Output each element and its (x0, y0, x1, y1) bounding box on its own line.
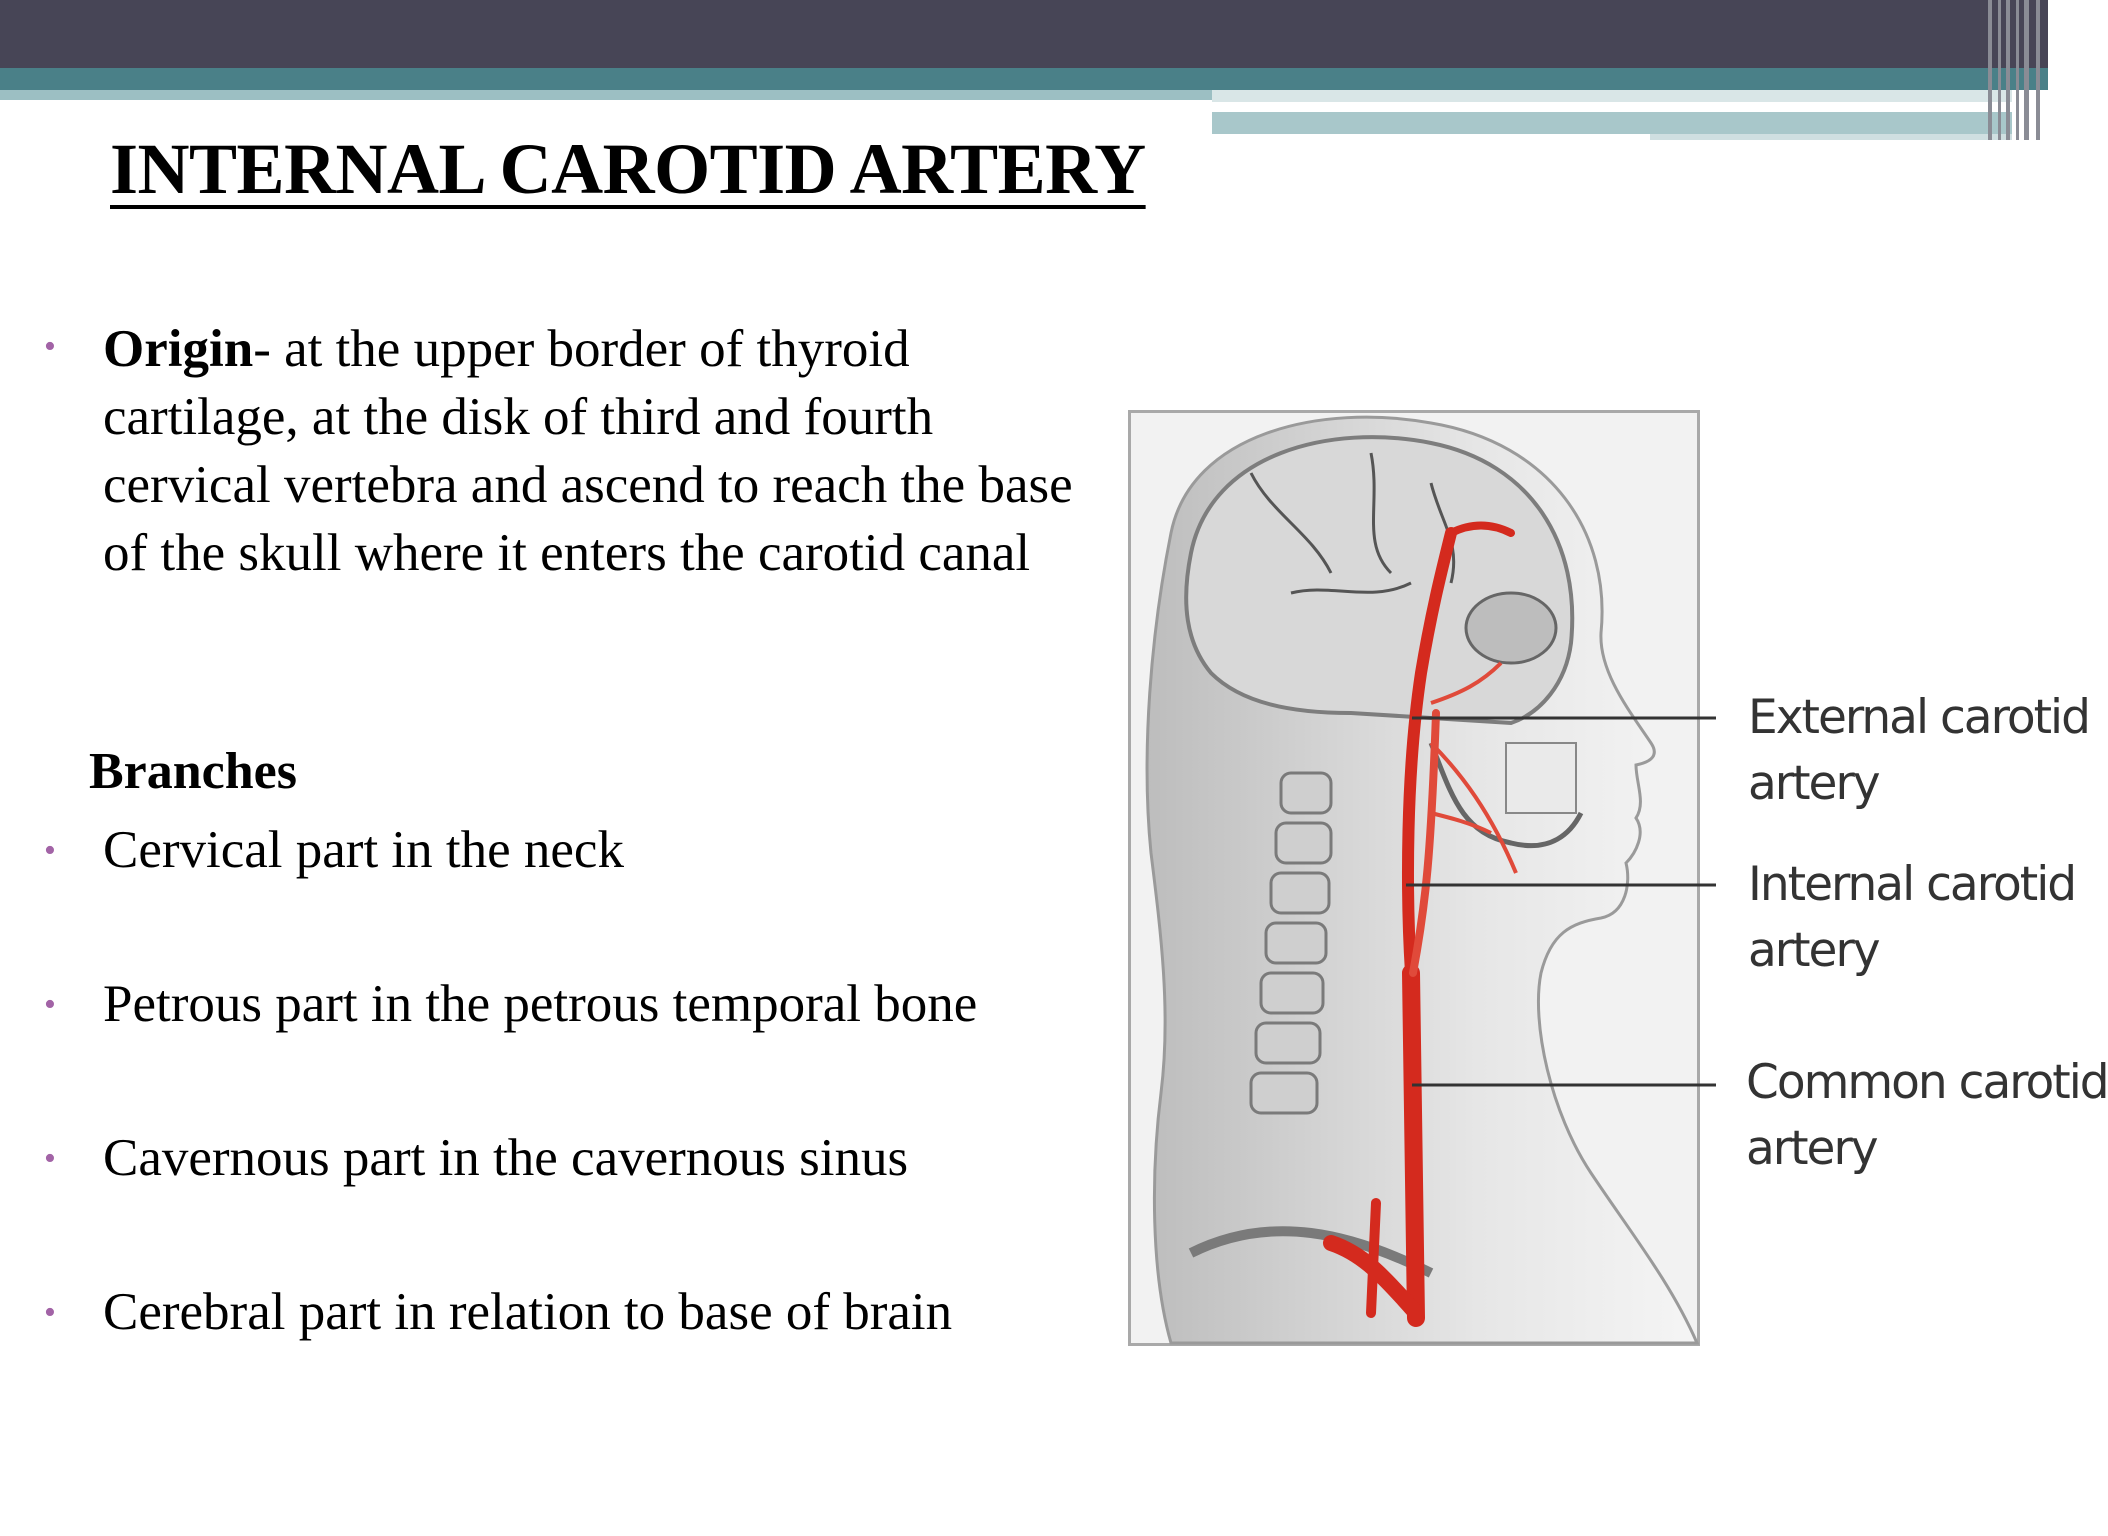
branches-heading: Branches (89, 743, 297, 800)
callout-line: artery (1748, 923, 1879, 978)
callout-line: artery (1748, 756, 1879, 811)
origin-paragraph (103, 315, 1103, 587)
header-bar-dark (0, 0, 2048, 68)
callout-line: artery (1746, 1121, 1877, 1176)
branch-item: Cerebral part in relation to base of brain (103, 1283, 953, 1341)
bullet-icon: • (44, 328, 56, 365)
branch-item: Petrous part in the petrous temporal bone (103, 975, 978, 1033)
header-bar-teal (0, 68, 2048, 90)
branch-item: Cavernous part in the cavernous sinus (103, 1129, 909, 1187)
corner-decoration (1984, 0, 2048, 140)
header-accent-strip (1212, 112, 2012, 134)
bullet-icon: • (44, 986, 56, 1023)
branch-item: Cervical part in the neck (103, 821, 624, 879)
bullet-icon: • (44, 832, 56, 869)
callout-line: External carotid (1748, 690, 2089, 745)
bullet-icon: • (44, 1140, 56, 1177)
carotid-anatomy-figure (1110, 395, 1716, 1367)
slide-title: INTERNAL CAROTID ARTERY (110, 129, 1146, 209)
header-accent-strip (1212, 90, 2012, 102)
callout-internal-carotid (1748, 852, 2075, 984)
callout-line: Common carotid (1746, 1055, 2108, 1110)
callout-line: Internal carotid (1748, 857, 2076, 912)
header-bar-light (0, 90, 1212, 100)
bullet-icon: • (44, 1294, 56, 1331)
origin-label: Origin (103, 320, 254, 378)
header-accent-strip (1650, 134, 2012, 140)
callout-external-carotid (1748, 685, 2089, 817)
callout-leader-lines (1110, 395, 1716, 1367)
origin-text: - at the upper border of thyroid cartilage, at the disk of third and fourth cervical vertebra and ascend to reach the base of the skull where it enters the carotid canal (103, 320, 1073, 582)
callout-common-carotid (1746, 1050, 2108, 1182)
